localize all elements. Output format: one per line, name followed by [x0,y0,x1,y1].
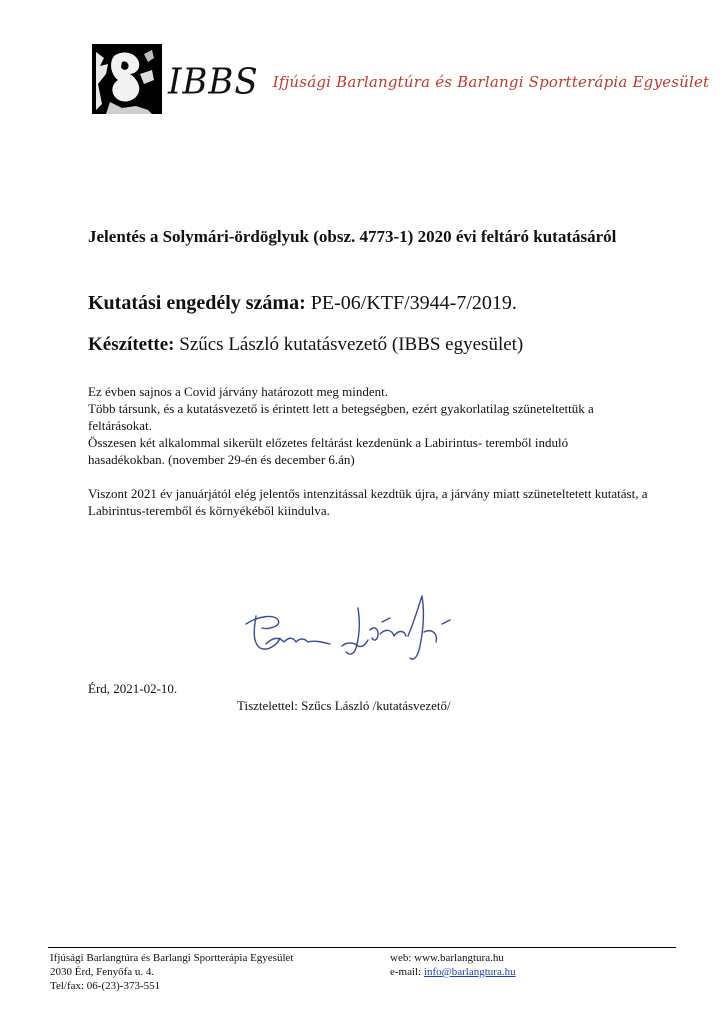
footer-email-line [390,965,516,979]
permit-line [88,292,517,315]
paragraph-1-line: Összesen két alkalommal sikerült előzetes feltárást kezdenünk a Labirintus- teremből induló hasadékokban. (november 29-én és december 6.án) [88,435,569,467]
logo-organization-name: Ifjúsági Barlangtúra és Barlangi Sportterápia Egyesület [272,73,710,91]
footer-email-link[interactable]: info@barlangtura.hu [423,966,516,978]
closing-signoff: Tisztelettel: Szűcs László /kutatásvezető/ [237,698,451,713]
paragraph-2: Viszont 2021 év januárjától elég jelentős intenzitással kezdtük újra, a járvány miatt szüneteltetett kutatást, a Labirintus-teremből és környékéből kiindulva. [88,486,648,518]
footer-org-name: Ifjúsági Barlangtúra és Barlangi Sportterápia Egyesület [50,952,294,964]
place-and-date: Érd, 2021-02-10. [88,681,178,696]
logo-wordmark [168,62,709,102]
paragraph-1 [88,383,648,468]
footer-web: web: www.barlangtura.hu [390,952,504,964]
caver-figure-icon [92,44,162,114]
footer-phone: Tel/fax: 06-(23)-373-551 [50,980,161,992]
permit-value: PE-06/KTF/3944-7/2019. [310,292,517,314]
footer-divider [48,947,676,948]
author-value: Szűcs László kutatásvezető (IBBS egyesület) [179,334,524,355]
footer-address: 2030 Érd, Fenyőfa u. 4. [50,966,155,978]
permit-label: Kutatási engedély száma: [88,292,306,314]
author-label: Készítette: [88,334,175,355]
paragraph-1-line: Ez évben sajnos a Covid járvány határozott meg mindent. [88,384,388,399]
logo-abbreviation: IBBS [168,61,259,103]
author-line [88,334,523,356]
paragraph-1-line: Több társunk, és a kutatásvezető is érintett lett a betegségben, ezért gyakorlatilag szüneteltettük a feltárásokat. [88,401,594,433]
footer-contact-left [50,951,293,993]
document-title: Jelentés a Solymári-ördöglyuk (obsz. 4773-1) 2020 évi feltáró kutatásáról [88,227,617,246]
organization-logo-image [92,44,162,114]
footer-email-label: e-mail: [390,966,422,978]
handwritten-signature [238,586,468,671]
footer-contact-right [390,951,516,979]
